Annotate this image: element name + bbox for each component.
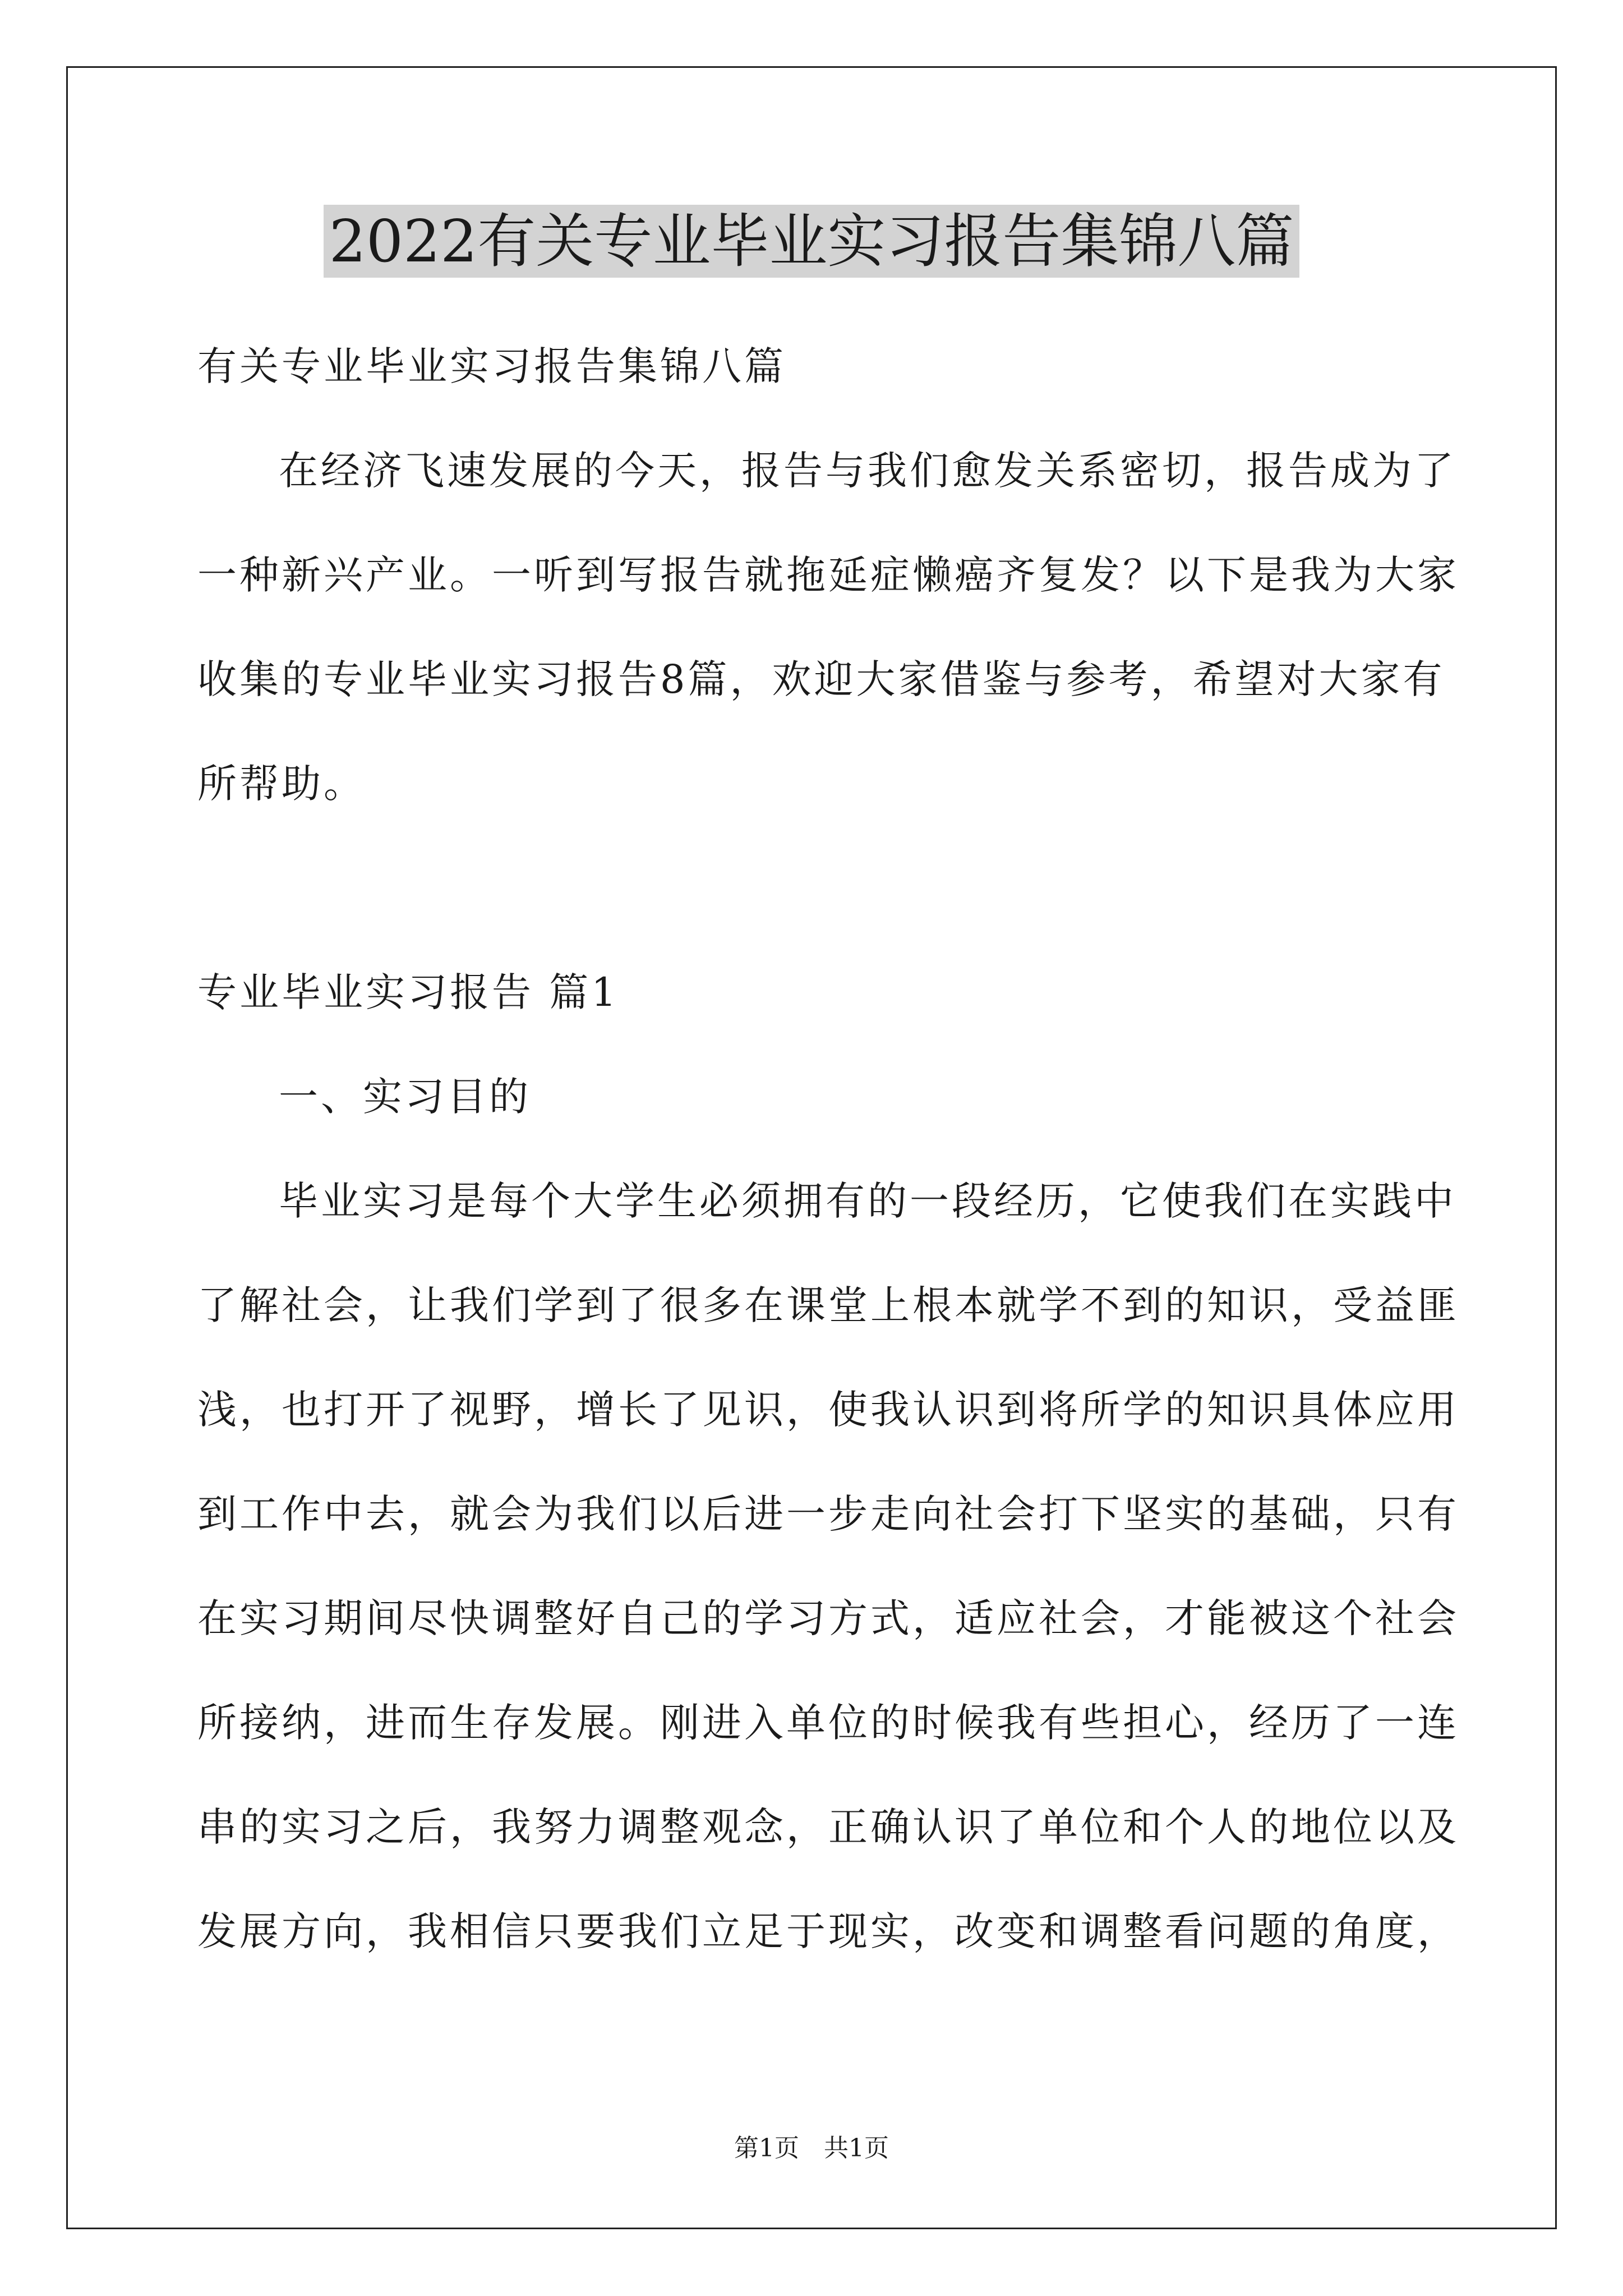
paragraph-gap <box>197 836 1431 940</box>
intro-line: 收集的专业毕业实习报告8篇，欢迎大家借鉴与参考，希望对大家有 <box>197 656 1445 702</box>
body-line: 在实习期间尽快调整好自己的学习方式，适应社会，才能被这个社会 <box>197 1595 1459 1641</box>
body-line: 毕业实习是每个大学生必须拥有的一段经历，它使我们在实践中 <box>279 1178 1456 1224</box>
body-line: 了解社会，让我们学到了很多在课堂上根本就学不到的知识，受益匪 <box>197 1282 1459 1328</box>
body-line: 所接纳，进而生存发展。刚进入单位的时候我有些担心，经历了一连 <box>197 1700 1459 1746</box>
section-heading: 专业毕业实习报告 篇1 <box>197 969 619 1015</box>
body-line: 发展方向，我相信只要我们立足于现实，改变和调整看问题的角度， <box>197 1908 1459 1954</box>
document-title-text: 2022有关专业毕业实习报告集锦八篇 <box>324 205 1300 278</box>
body-line: 串的实习之后，我努力调整观念，正确认识了单位和个人的地位以及 <box>197 1804 1459 1850</box>
document-body <box>197 314 1459 1984</box>
page-footer: 第1页 共1页 <box>734 2134 889 2162</box>
intro-line: 一种新兴产业。一听到写报告就拖延症懒癌齐复发？以下是我为大家 <box>197 552 1459 598</box>
section-subheading: 一、实习目的 <box>279 1074 531 1120</box>
intro-line: 在经济飞速发展的今天，报告与我们愈发关系密切，报告成为了 <box>279 448 1456 494</box>
body-line: 到工作中去，就会为我们以后进一步走向社会打下坚实的基础，只有 <box>197 1491 1459 1537</box>
body-line: 浅，也打开了视野，增长了见识，使我认识到将所学的知识具体应用 <box>197 1387 1459 1433</box>
document-title <box>0 199 1623 283</box>
intro-line: 所帮助。 <box>197 761 366 807</box>
document-subtitle: 有关专业毕业实习报告集锦八篇 <box>197 343 786 389</box>
